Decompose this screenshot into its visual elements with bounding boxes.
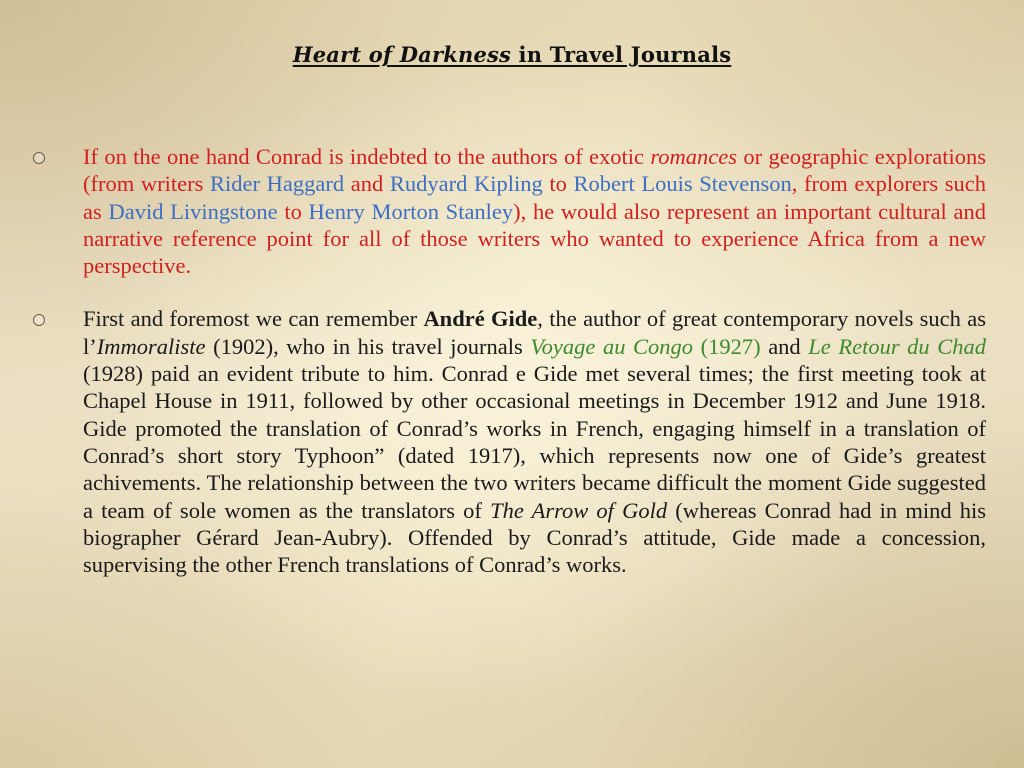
p2-andre-gide: André Gide [423, 306, 538, 332]
p2-le-retour-du-chad: Le Retour du Chad [808, 333, 986, 359]
title-work-name: Heart of Darkness [292, 42, 512, 67]
p1-henry-morton-stanley: Henry Morton Stanley [308, 198, 514, 224]
p2-year-1927: (1927) [693, 333, 761, 359]
p2-text-3: (1902), who in his travel journals [205, 333, 531, 359]
bullet-circle-icon [33, 152, 45, 164]
p2-text-4: and [760, 333, 809, 359]
title-rest: in Travel Journals [511, 42, 732, 67]
bullet-paragraph-2 [83, 305, 986, 578]
p1-text-3: and [344, 171, 390, 197]
p2-text-5: (1928) paid an evident tribute to him. Conrad e Gide met several times; the first meeting took at Chapel House in 1911, followed by other occasional meetings in December 1912 and June 1918. Gide promoted the translation of Conrad’s works in French, engaging himself in a translation of Conrad’s short story Typhoon” (dated 1917), which represents now one of Gide’s greatest achivements. The relationship between the two writers became difficult the moment Gide suggested a team of sole women as the translators of [83, 361, 986, 523]
slide-content [83, 143, 986, 578]
p2-voyage-au-congo: Voyage au Congo [530, 333, 694, 359]
p1-rudyard-kipling: Rudyard Kipling [389, 171, 543, 197]
p1-david-livingstone: David Livingstone [108, 198, 278, 224]
p1-text-5: , from explorers such as [83, 171, 986, 224]
p2-arrow-of-gold: The Arrow of Gold [490, 497, 668, 523]
bullet-circle-icon [33, 314, 45, 326]
p1-rider-haggard: Rider Haggard [209, 171, 345, 197]
p1-text-4: to [542, 171, 574, 197]
p1-text-2: or geographic explorations (from writers [83, 144, 986, 197]
p1-text-7: ), he would also represent an important cultural and narrative reference point for all of those writers who wanted to experience Africa from a new perspective. [83, 198, 986, 279]
p2-text-6: (whereas Conrad had in mind his biographer Gérard Jean-Aubry). Offended by Conrad’s attitude, Gide made a concession, supervising the other French translations of Conrad’s works. [83, 497, 986, 578]
p1-romances: romances [650, 144, 738, 169]
p1-text-1: If on the one hand Conrad is indebted to the authors of exotic [83, 144, 651, 169]
p2-text-1: First and foremost we can remember [83, 306, 424, 332]
p2-text-2: , the author of great contemporary novels such as l’ [83, 306, 986, 359]
slide-title [0, 42, 1024, 67]
p1-robert-louis-stevenson: Robert Louis Stevenson [573, 171, 792, 197]
bullet-paragraph-1 [83, 143, 986, 279]
p2-immoraliste: Immoraliste [96, 333, 206, 359]
p1-text-6: to [277, 198, 309, 224]
